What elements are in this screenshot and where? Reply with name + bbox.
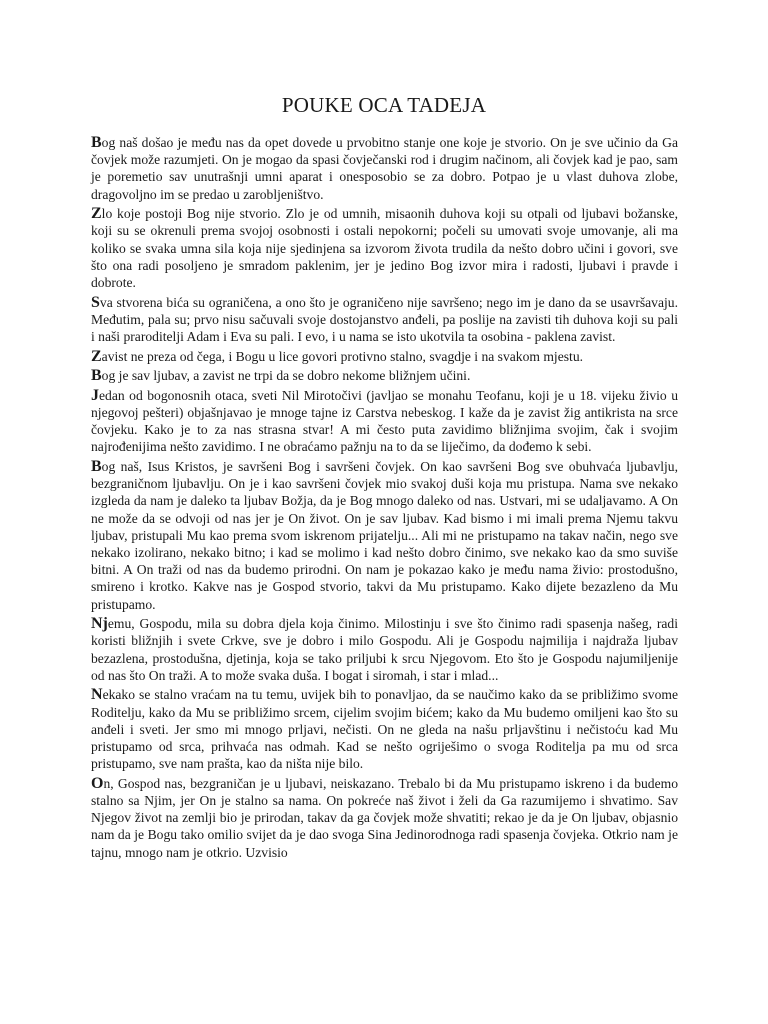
paragraph-initial: B [91, 134, 102, 151]
paragraph-initial: J [91, 386, 99, 404]
paragraph [91, 387, 678, 456]
paragraph-initial: Nj [91, 615, 108, 633]
paragraph-initial: Z [91, 347, 102, 365]
paragraph-text: avist ne preza od čega, i Bogu u lice govori protivno stalno, svagdje i na svakom mjestu. [101, 348, 584, 364]
paragraph [91, 205, 678, 291]
document-body [91, 134, 678, 863]
paragraph-text: n, Gospod nas, bezgraničan je u ljubavi, neiskazano. Trebalo bi da Mu pristupamo iskreno i da budemo stalno sa Njim, jer On je stalno sa nama. On pokreće naš život i želi da Ga razumijemo i shvatimo. Sav Njegov život na zemlji bio je prirodan, takav da ga čovjek može shvatiti; rekao je da je On ljubav, objasnio nam da je Bogu tako omilio svijet da je dao svoga Sina Jedinorodnoga radi spasenja čovjeka. Otkrio nam je tajnu, mnogo nam je otkrio. Uzvisio [91, 775, 678, 860]
paragraph [91, 775, 678, 861]
paragraph [91, 686, 678, 772]
paragraph [91, 134, 678, 203]
paragraph-initial: Z [91, 205, 102, 223]
paragraph [91, 615, 678, 684]
paragraph-text: og naš došao je među nas da opet dovede u prvobitno stanje one koje je stvorio. On je sve učinio da Ga čovjek može razumjeti. On je mogao da spasi čovječanski rod i drugim načinom, ali čovjek kad je pao, sam je poremetio sav unutrašnji umni aparat i onesposobio se za dobro. Potpao je u vlast duhova zlobe, dragovoljno im se predao u zarobljeništvo. [91, 135, 678, 202]
paragraph-text: ekako se stalno vraćam na tu temu, uvijek bih to ponavljao, da se naučimo kako da se približimo svome Roditelju, kako da Mu se približimo srcem, cijelim svojim bićem; kako da Mu budemo omiljeni kao što su anđeli i sveti. Jer smo mi mnogo prljavi, nečisti. On ne gleda na našu prljavštinu i nečistoću kad Mu pristupamo od srca, prihvaća nas odmah. Kad se nešto ogriješimo o svoga Roditelja pa mu od srca pristupamo, sve nam prašta, kao da ništa nije bilo. [91, 687, 678, 772]
paragraph-text: va stvorena bića su ograničena, a ono što je ograničeno nije savršeno; nego im je dano da se usavršavaju. Međutim, pala su; prvo nisu sačuvali svoje dostojanstvo anđeli, pa poslije na zavisti tih duhova koji su pali i naši praroditelji Adam i Eva su pali. I evo, i u nama se isto ukotvila ta osobina - paklena zavist. [91, 294, 678, 345]
paragraph-text: og je sav ljubav, a zavist ne trpi da se dobro nekome bližnjem učini. [101, 368, 471, 384]
paragraph-initial: S [91, 293, 100, 311]
paragraph [91, 458, 678, 613]
document-title: POUKE OCA TADEJA [281, 93, 487, 117]
paragraph-initial: B [91, 458, 102, 475]
paragraph-text: emu, Gospodu, mila su dobra djela koja činimo. Milostinju i sve što činimo radi spasenja našeg, radi koristi bližnjih i svete Crkve, sve je dobro i milo Gospodu. Ali je Gospodu najmilija i najdraža ljubav bezazlena, prostodušna, djetinja, koja se tako priljubi k srcu Njegovom. Eto što je Gospodu najumiljenije od nas što On traži. A to može svaka duša. I bogat i siromah, i star i mlad... [91, 616, 678, 683]
paragraph-initial: N [91, 686, 103, 704]
paragraph [91, 348, 678, 365]
paragraph-text: edan od bogonosnih otaca, sveti Nil Mirotočivi (javljao se monahu Teofanu, koji je u 18. vijeku živio u njegovoj pešteri) objašnjavao je mnoge tajne iz Carstva nebeskog. I kaže da je zavist žig antikrista na srce čovjeku. Kako je to za nas strasna stvar! A mi često puta zavidimo bližnjima svojim, čak i svojim najrođenijima nešto zavidimo. I ne obraćamo pažnju na to da se liječimo, da dođemo k sebi. [91, 387, 678, 455]
paragraph [91, 367, 678, 384]
paragraph-text: lo koje postoji Bog nije stvorio. Zlo je od umnih, misaonih duhova koji su otpali od ljubavi božanske, koji su se okrenuli prema svojoj osobnosti i ostali nepokorni; počeli su umovati svoje umovanje, ali ma koliko se svaka umna sila koja nije sjedinjena sa izvorom života trudila da nešto dobro učini i govori, sve što ona radi posoljeno je smradom paklenim, jer je jedino Bog izvor mira i radosti, ljubavi i pravde i dobrote. [91, 206, 678, 291]
paragraph-initial: B [91, 367, 102, 385]
paragraph [91, 294, 678, 346]
paragraph-initial: O [91, 774, 104, 792]
paragraph-text: og naš, Isus Kristos, je savršeni Bog i savršeni čovjek. On kao savršeni Bog sve obuhvaća ljubavlju, bezgraničnom ljubavlju. On je i kao savršeni čovjek mio svakoj duši koja mu pristupa. Nama sve nekako izgleda da nam je daleko ta ljubav Božja, da je Bog mnogo daleko od nas. Ustvari, mi se udaljavamo. A On ne može da se odvoji od nas jer je On život. On je sav ljubav. Kad bismo i mi imali prema Njemu takvu ljubav, pristupali Mu kao prema svom iskrenom prijatelju... Ali mi ne pristupamo na takav način, nego sve nekako izolirano, nekako bitno; i kad se molimo i kad nešto dobro činimo, sve nekako kao da smo suviše bitni. A On traži od nas da budemo prirodni. On nam je pokazao kako je među nama živio: prostodušno, smireno i krotko. Kakve nas je Gospod stvorio, takvi da Mu pristupamo. Kako dijete bezazleno da Mu pristupamo. [91, 459, 678, 612]
